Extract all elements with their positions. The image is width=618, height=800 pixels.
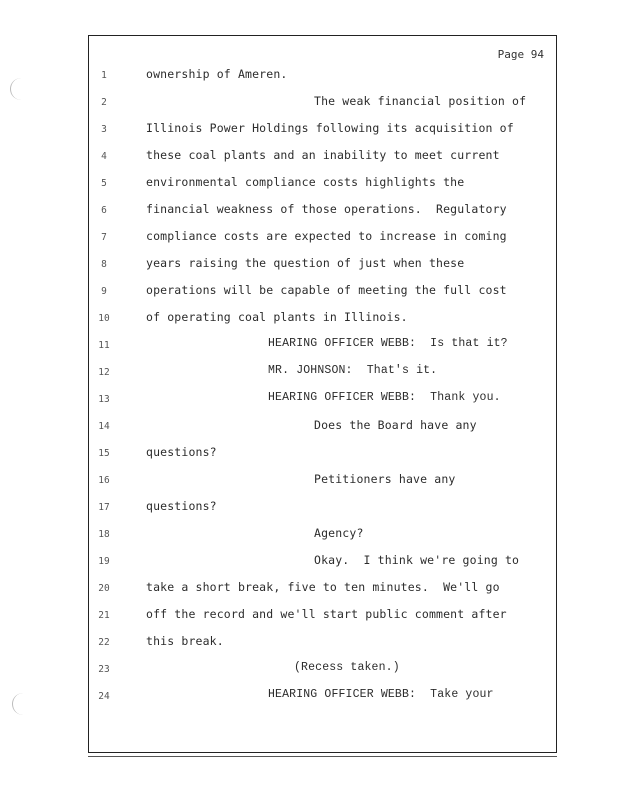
line-number: 18 [98, 529, 110, 540]
transcript-line: (Recess taken.) [294, 661, 400, 674]
transcript-line: compliance costs are expected to increase in coming [146, 229, 507, 243]
transcript-line: questions? [146, 445, 217, 459]
page-number: Page 94 [497, 48, 544, 61]
transcript-line: take a short break, five to ten minutes. We'll go [146, 580, 500, 594]
line-number: 14 [98, 421, 110, 432]
line-number: 17 [98, 502, 110, 513]
line-number: 20 [98, 583, 110, 594]
transcript-line: off the record and we'll start public comment after [146, 607, 507, 621]
transcript-line: these coal plants and an inability to meet current [146, 148, 500, 162]
page-bottom-rule [88, 756, 557, 757]
line-number: 1 [101, 70, 107, 81]
transcript-line: Illinois Power Holdings following its acquisition of [146, 121, 514, 135]
transcript-line: HEARING OFFICER WEBB: Is that it? [268, 337, 508, 350]
transcript-line: financial weakness of those operations. Regulatory [146, 202, 507, 216]
transcript-line: operations will be capable of meeting the full cost [146, 283, 507, 297]
line-number: 24 [98, 691, 110, 702]
line-number: 12 [98, 367, 110, 378]
transcript-line: environmental compliance costs highlights the [146, 175, 465, 189]
line-number: 11 [98, 340, 110, 351]
transcript-line: of operating coal plants in Illinois. [146, 310, 408, 324]
hole-punch-mark [10, 78, 25, 100]
hole-punch-mark [12, 693, 27, 715]
line-number: 16 [98, 475, 110, 486]
line-number: 22 [98, 637, 110, 648]
line-number: 8 [101, 259, 107, 270]
line-number: 19 [98, 556, 110, 567]
line-number: 7 [101, 232, 107, 243]
line-number: 3 [101, 124, 107, 135]
line-number: 15 [98, 448, 110, 459]
transcript-line: HEARING OFFICER WEBB: Take your [268, 688, 494, 701]
line-number: 2 [101, 97, 107, 108]
transcript-line: questions? [146, 499, 217, 513]
transcript-line: years raising the question of just when these [146, 256, 465, 270]
transcript-line: MR. JOHNSON: That's it. [268, 364, 438, 377]
line-number: 6 [101, 205, 107, 216]
line-number: 21 [98, 610, 110, 621]
transcript-line: Agency? [314, 526, 364, 540]
transcript-line: Does the Board have any [314, 418, 477, 432]
line-number: 23 [98, 664, 110, 675]
transcript-line: Okay. I think we're going to [314, 553, 520, 567]
transcript-line: this break. [146, 634, 224, 648]
transcript-line: ownership of Ameren. [146, 67, 288, 81]
line-number: 10 [98, 313, 110, 324]
line-number: 5 [101, 178, 107, 189]
transcript-line: HEARING OFFICER WEBB: Thank you. [268, 391, 501, 404]
line-number: 13 [98, 394, 110, 405]
transcript-line: The weak financial position of [314, 94, 527, 108]
line-number: 4 [101, 151, 107, 162]
transcript-line: Petitioners have any [314, 472, 456, 486]
line-number: 9 [101, 286, 107, 297]
